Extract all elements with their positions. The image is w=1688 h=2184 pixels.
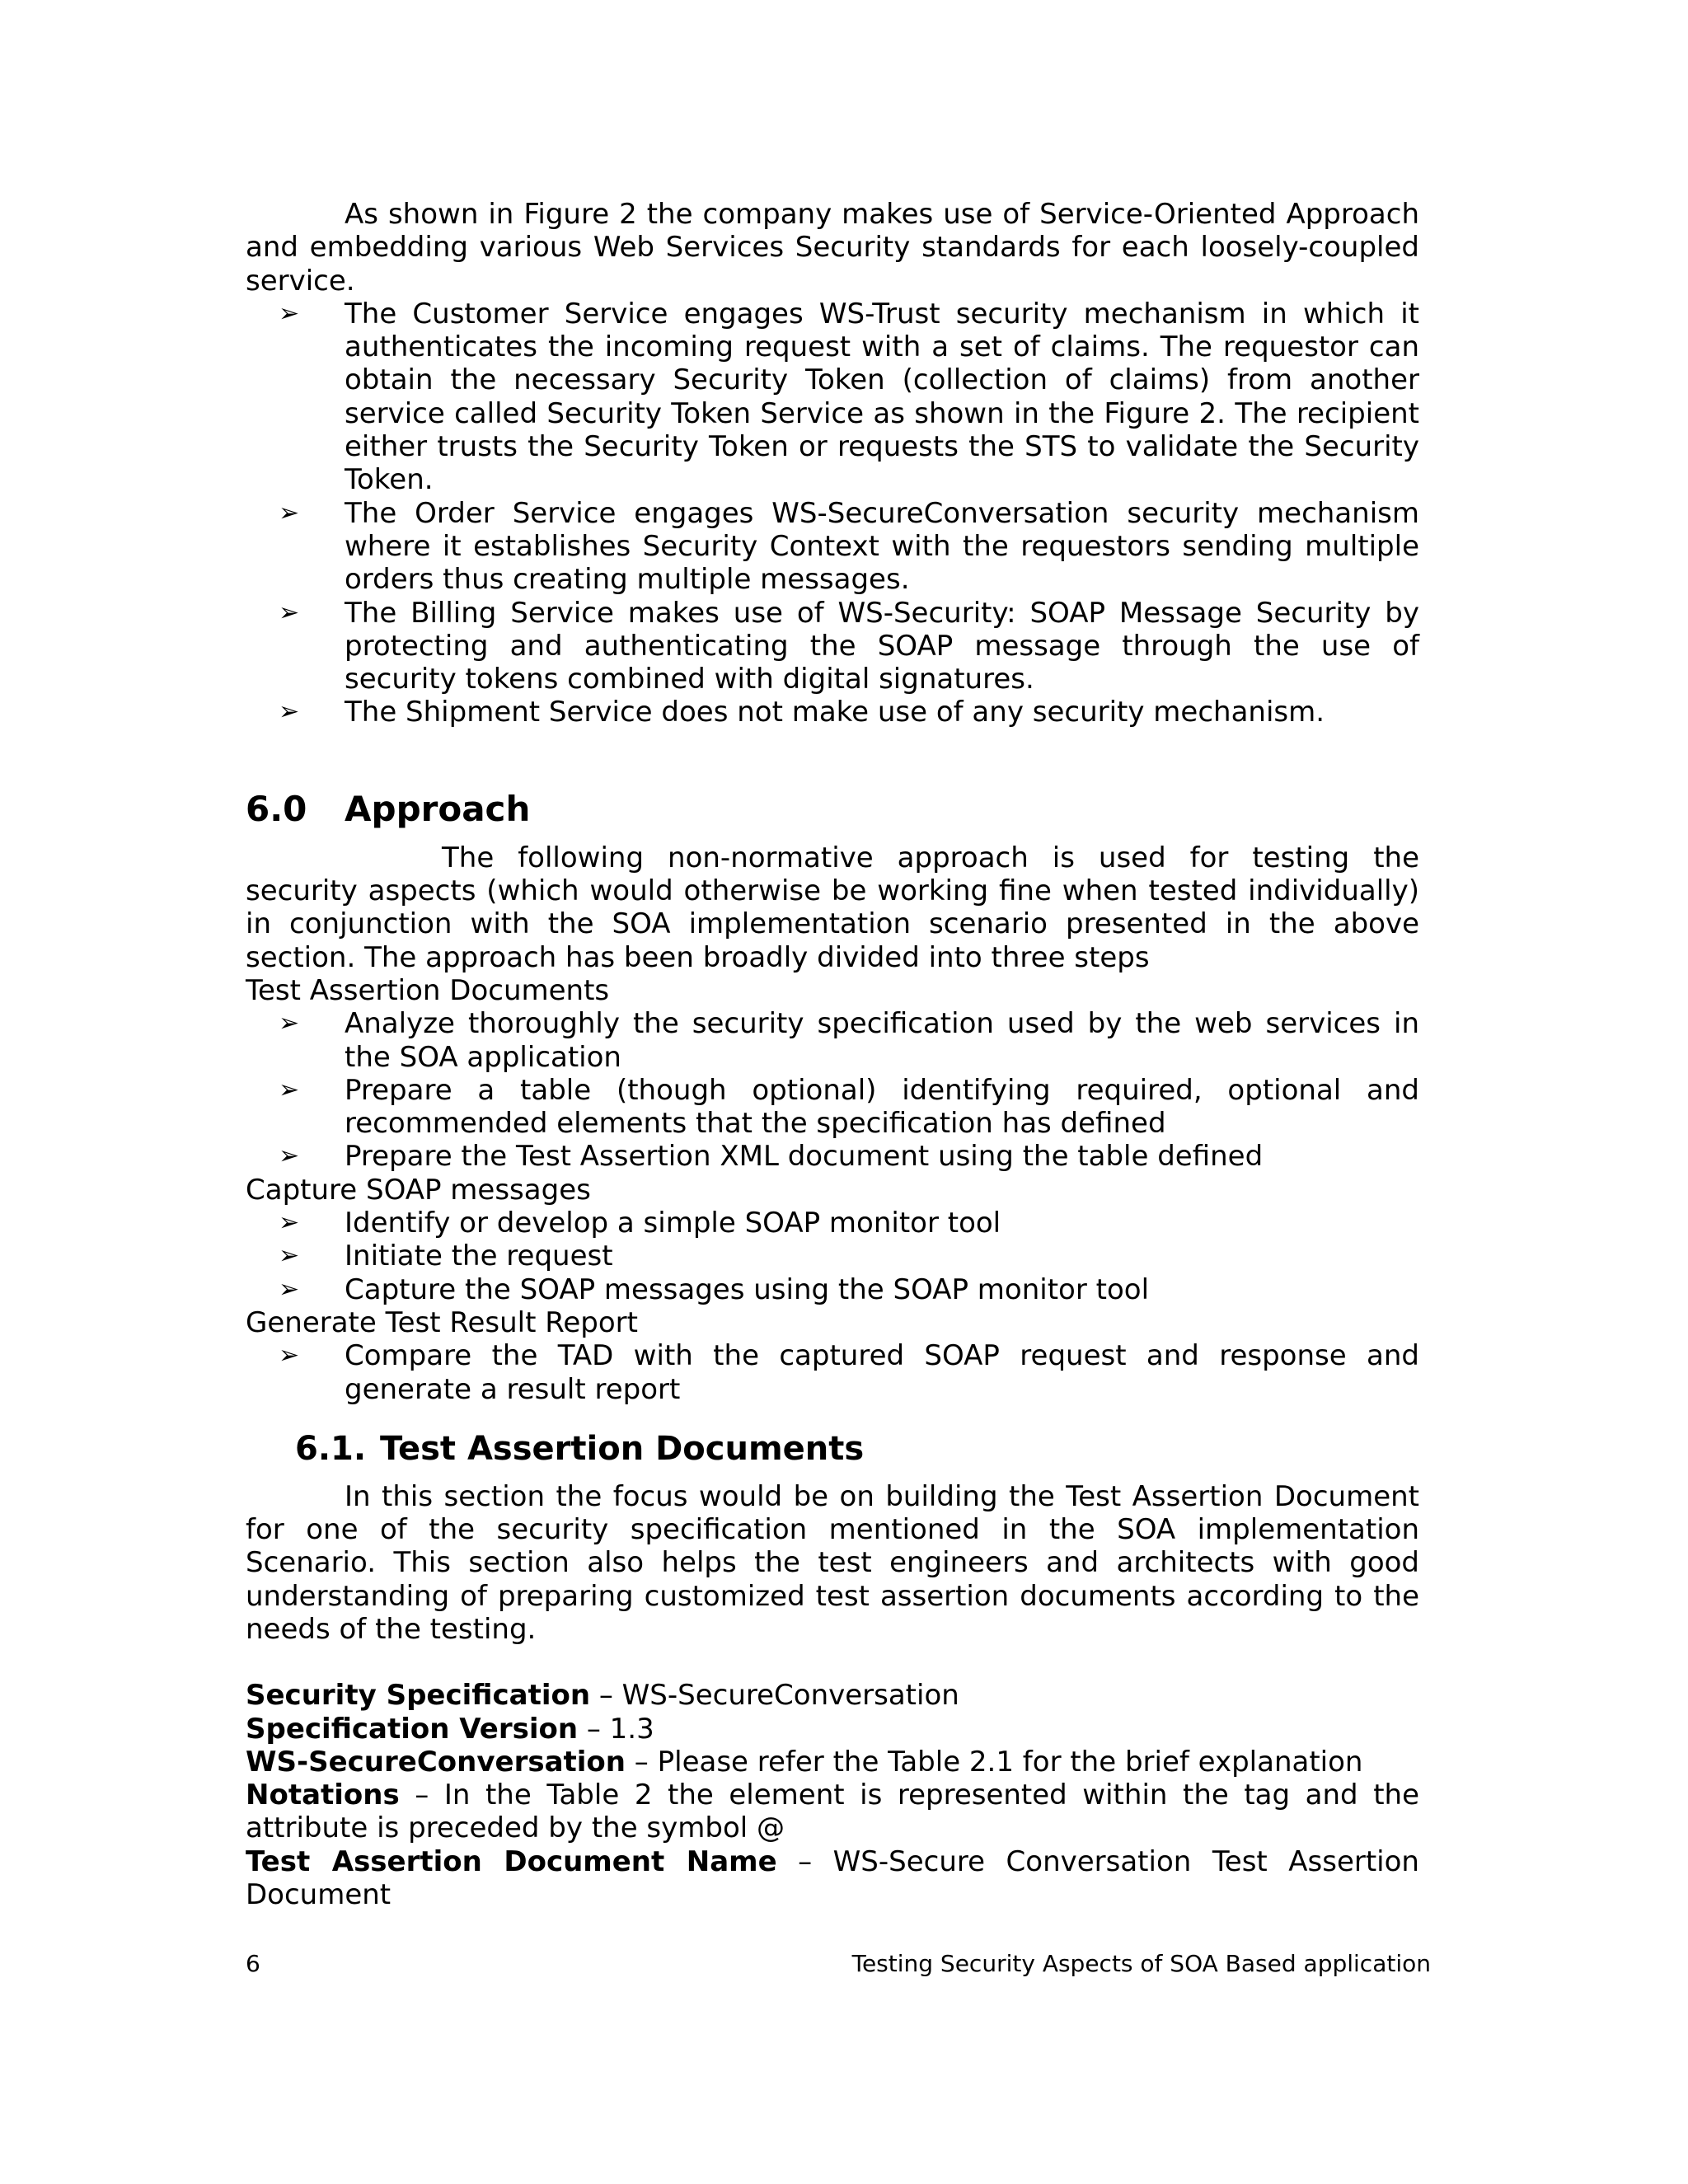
section-title: Approach (345, 788, 531, 829)
arrow-bullet-icon: ➢ (279, 298, 300, 328)
list-item: ➢ Capture the SOAP messages using the SOAP monitor tool (279, 1272, 1150, 1306)
subsection-title: Test Assertion Documents (380, 1429, 865, 1468)
list-item: ➢ Prepare a table (though optional) identifying required, optional and recommended elements that the specification has defined (279, 1073, 1419, 1141)
arrow-bullet-icon: ➢ (279, 697, 300, 727)
footer-title: Testing Security Aspects of SOA Based application (851, 1950, 1431, 1977)
test-assertion-paragraph: In this section the focus would be on building the Test Assertion Document for one of the security specification mentioned in the SOA implementation Scenario. This section also helps the test engineers and architects with good understanding of preparing customized test assertion documents according to the needs of the testing. (246, 1479, 1419, 1646)
section-number: 6.0 (246, 788, 307, 829)
arrow-bullet-icon: ➢ (279, 1274, 300, 1304)
arrow-bullet-icon: ➢ (279, 1141, 300, 1171)
list-item: ➢ The Shipment Service does not make use of any security mechanism. (279, 696, 1325, 729)
meta-line: Security Specification – WS-SecureConversation (246, 1679, 959, 1713)
meta-line: WS-SecureConversation – Please refer the Table 2.1 for the brief explanation (246, 1745, 1363, 1779)
list-item: ➢ Analyze thoroughly the security specification used by the web services in the SOA application (279, 1007, 1419, 1074)
step-heading: Generate Test Result Report (246, 1305, 638, 1339)
step-bullet-list (246, 1007, 1419, 1173)
step-bullet-list (246, 1339, 1419, 1406)
step-heading: Test Assertion Documents (246, 973, 610, 1007)
list-item: ➢ Prepare the Test Assertion XML document using the table defined (279, 1140, 1264, 1174)
page-number: 6 (246, 1950, 260, 1977)
arrow-bullet-icon: ➢ (279, 1208, 300, 1238)
meta-line: Specification Version – 1.3 (246, 1712, 654, 1746)
list-item: ➢ The Order Service engages WS-SecureConversation security mechanism where it establishes Security Context with the requestors sending multiple orders thus creating multiple messages. (279, 496, 1419, 597)
list-item: ➢ Initiate the request (279, 1240, 613, 1273)
arrow-bullet-icon: ➢ (279, 498, 300, 527)
arrow-bullet-icon: ➢ (279, 1009, 300, 1038)
meta-line: Notations – In the Table 2 the element is represented within the tag and the attribute is preceded by the symbol @ (246, 1779, 1419, 1845)
arrow-bullet-icon: ➢ (279, 1341, 300, 1371)
list-item: ➢ The Billing Service makes use of WS-Security: SOAP Message Security by protecting and authenticating the SOAP message through the use of security tokens combined with digital signatures. (279, 596, 1419, 696)
approach-paragraph: The following non-normative approach is used for testing the security aspects (which would otherwise be working fine when tested individually) in conjunction with the SOA implementation scenario presented in the above section. The approach has been broadly divided into three steps (246, 841, 1419, 974)
list-item: ➢ The Customer Service engages WS-Trust security mechanism in which it authenticates the incoming request with a set of claims. The requestor can obtain the necessary Security Token (collection of claims) from another service called Security Token Service as shown in the Figure 2. The recipient either trusts the Security Token or requests the STS to validate the Security Token. (279, 297, 1419, 497)
step-heading: Capture SOAP messages (246, 1173, 591, 1207)
arrow-bullet-icon: ➢ (279, 1241, 300, 1271)
list-item: ➢ Identify or develop a simple SOAP monitor tool (279, 1207, 1001, 1240)
specification-details (246, 1679, 1419, 1911)
list-item: ➢ Compare the TAD with the captured SOAP request and response and generate a result report (279, 1339, 1419, 1406)
meta-line: Test Assertion Document Name – WS-Secure Conversation Test Assertion Document (246, 1844, 1419, 1912)
subsection-number: 6.1. (295, 1429, 367, 1468)
subsection-heading-test-assertion-documents (295, 1429, 1419, 1469)
step-bullet-list (246, 1207, 1419, 1306)
arrow-bullet-icon: ➢ (279, 598, 300, 627)
page-body (246, 198, 1419, 1911)
arrow-bullet-icon: ➢ (279, 1075, 300, 1104)
section-heading-approach (246, 789, 1419, 830)
intro-bullet-list (246, 298, 1419, 729)
intro-paragraph: As shown in Figure 2 the company makes use of Service-Oriented Approach and embedding various Web Services Security standards for each loosely-coupled service. (246, 198, 1419, 298)
